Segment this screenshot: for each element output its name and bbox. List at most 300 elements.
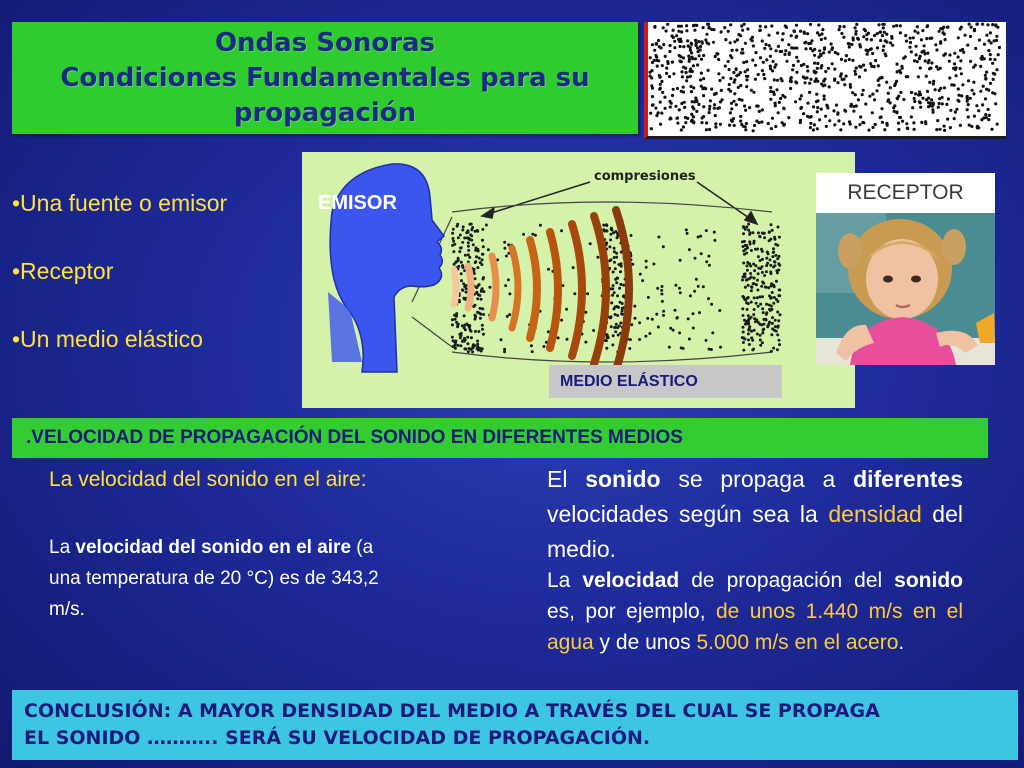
medium-dot bbox=[702, 285, 705, 288]
particle-dot bbox=[813, 54, 816, 57]
medium-dot bbox=[480, 298, 483, 301]
medium-dot bbox=[560, 229, 563, 232]
particle-dot bbox=[953, 52, 956, 55]
medium-dot bbox=[469, 233, 472, 236]
medium-dot bbox=[749, 243, 752, 246]
medium-dot bbox=[768, 308, 771, 311]
p2-d: y de unos bbox=[593, 631, 697, 654]
medium-dot bbox=[770, 305, 773, 308]
particle-dot bbox=[687, 55, 690, 58]
particle-dot bbox=[873, 34, 876, 37]
particle-dot bbox=[862, 89, 865, 92]
medium-dot bbox=[470, 336, 473, 339]
particle-dot bbox=[762, 61, 765, 64]
medium-dot bbox=[753, 240, 756, 243]
particle-dot bbox=[938, 30, 941, 33]
particle-dot bbox=[767, 122, 770, 125]
particle-dot bbox=[714, 114, 717, 117]
medium-dot bbox=[743, 298, 746, 301]
medium-dot bbox=[749, 277, 752, 280]
medium-dot bbox=[772, 247, 775, 250]
medium-dot bbox=[775, 269, 778, 272]
particle-dot bbox=[680, 25, 683, 28]
medium-dot bbox=[767, 252, 770, 255]
medium-dot bbox=[657, 236, 660, 239]
title-banner bbox=[12, 22, 638, 134]
medium-dot bbox=[466, 336, 469, 339]
medium-dot bbox=[742, 262, 745, 265]
medium-dot bbox=[779, 313, 782, 316]
particle-dot bbox=[679, 45, 682, 48]
medium-dot bbox=[679, 259, 682, 262]
particle-dot bbox=[699, 45, 702, 48]
particle-dot bbox=[941, 27, 944, 30]
medium-dot bbox=[462, 282, 465, 285]
particle-dot bbox=[809, 122, 812, 125]
particle-dot bbox=[906, 127, 909, 130]
particle-dot bbox=[666, 60, 669, 63]
particle-dot bbox=[909, 37, 912, 40]
particle-dot bbox=[688, 60, 691, 63]
particle-dot bbox=[904, 55, 907, 58]
medium-dot bbox=[547, 268, 550, 271]
medium-dot bbox=[472, 343, 475, 346]
medium-dot bbox=[647, 296, 650, 299]
medium-dot bbox=[711, 331, 714, 334]
particle-dot bbox=[973, 115, 976, 118]
particle-dot bbox=[729, 111, 732, 114]
medium-dot bbox=[472, 243, 475, 246]
particle-dot bbox=[730, 119, 733, 122]
medium-dot bbox=[680, 346, 683, 349]
particle-dot bbox=[744, 109, 747, 112]
particle-dot bbox=[707, 69, 710, 72]
medium-dot bbox=[774, 254, 777, 257]
particle-dot bbox=[789, 80, 792, 83]
medium-dot bbox=[746, 308, 749, 311]
particle-dot bbox=[967, 103, 970, 106]
particle-dot bbox=[953, 84, 956, 87]
medium-dot bbox=[672, 329, 675, 332]
particle-dot bbox=[694, 96, 697, 99]
medium-dot bbox=[610, 325, 613, 328]
receptor-label: RECEPTOR bbox=[816, 173, 995, 213]
particle-dot bbox=[668, 75, 671, 78]
medium-dot bbox=[454, 344, 457, 347]
particle-dot bbox=[990, 128, 993, 131]
particle-dot bbox=[654, 107, 657, 110]
medium-dot bbox=[750, 289, 753, 292]
particle-dot bbox=[708, 105, 711, 108]
medium-dot bbox=[765, 303, 768, 306]
particle-dot bbox=[728, 83, 731, 86]
particle-dot bbox=[904, 34, 907, 37]
medium-dot bbox=[742, 232, 745, 235]
medium-dot bbox=[745, 252, 748, 255]
medium-dot bbox=[465, 231, 468, 234]
particle-dot bbox=[714, 122, 717, 125]
medium-dot bbox=[463, 324, 466, 327]
medium-dot bbox=[573, 292, 576, 295]
particle-dot bbox=[909, 41, 912, 44]
medium-dot bbox=[451, 318, 454, 321]
particle-dot bbox=[954, 111, 957, 114]
particle-dot bbox=[919, 66, 922, 69]
particle-dot bbox=[676, 122, 679, 125]
medium-dot bbox=[750, 249, 753, 252]
particle-dot bbox=[853, 70, 856, 73]
particle-dot bbox=[752, 129, 755, 132]
medium-dot bbox=[742, 275, 745, 278]
medium-dot bbox=[452, 250, 455, 253]
particle-dot bbox=[782, 32, 785, 35]
medium-dot bbox=[460, 272, 463, 275]
particle-dot bbox=[765, 43, 768, 46]
particle-dot bbox=[974, 64, 977, 67]
medium-dot bbox=[467, 253, 470, 256]
medium-dot bbox=[747, 314, 750, 317]
particle-dot bbox=[820, 38, 823, 41]
particle-dot bbox=[754, 78, 757, 81]
medium-dot bbox=[748, 325, 751, 328]
particle-dot bbox=[969, 60, 972, 63]
particle-dot bbox=[790, 34, 793, 37]
particle-dot bbox=[806, 32, 809, 35]
particle-dot bbox=[930, 98, 933, 101]
particle-dot bbox=[977, 109, 980, 112]
particle-dot bbox=[947, 97, 950, 100]
particle-dot bbox=[752, 91, 755, 94]
medium-dot bbox=[455, 312, 458, 315]
particle-dot bbox=[864, 69, 867, 72]
particle-dot bbox=[855, 104, 858, 107]
particle-dot bbox=[804, 81, 807, 84]
particle-dot bbox=[777, 111, 780, 114]
medium-dot bbox=[610, 228, 613, 231]
particle-dot bbox=[745, 122, 748, 125]
medium-dot bbox=[758, 235, 761, 238]
particle-dot bbox=[795, 24, 798, 27]
medium-dot bbox=[763, 236, 766, 239]
particle-dot bbox=[887, 92, 890, 95]
medium-dot bbox=[772, 302, 775, 305]
medium-dot bbox=[481, 253, 484, 256]
medium-dot bbox=[466, 342, 469, 345]
particle-dot bbox=[956, 99, 959, 102]
title-line-3: propagación bbox=[233, 97, 417, 128]
particle-dot bbox=[897, 95, 900, 98]
particle-dot bbox=[876, 32, 879, 35]
medium-dot bbox=[475, 248, 478, 251]
medium-dot bbox=[674, 284, 677, 287]
medium-dot bbox=[761, 271, 764, 274]
conclusion-box bbox=[12, 690, 1018, 760]
particle-dot bbox=[925, 75, 928, 78]
particle-dot bbox=[930, 61, 933, 64]
medium-dot bbox=[451, 336, 454, 339]
medium-dot bbox=[770, 350, 773, 353]
medium-dot bbox=[678, 331, 681, 334]
particle-dot bbox=[932, 111, 935, 114]
medium-dot bbox=[741, 240, 744, 243]
particle-dot bbox=[854, 93, 857, 96]
particle-dot bbox=[823, 78, 826, 81]
particle-dot bbox=[973, 28, 976, 31]
particle-dot bbox=[842, 36, 845, 39]
p2-sonido: sonido bbox=[894, 569, 963, 592]
particle-dot bbox=[912, 36, 915, 39]
particle-dot bbox=[701, 116, 704, 119]
particle-dot bbox=[926, 90, 929, 93]
particle-dot bbox=[839, 128, 842, 131]
particle-dot bbox=[669, 44, 672, 47]
particle-dot bbox=[741, 48, 744, 51]
particle-dot bbox=[775, 88, 778, 91]
medium-dot bbox=[461, 241, 464, 244]
medium-dot bbox=[710, 303, 713, 306]
particle-dot bbox=[784, 49, 787, 52]
particle-dot bbox=[856, 37, 859, 40]
medium-dot bbox=[471, 350, 474, 353]
particle-dot bbox=[795, 47, 798, 50]
particle-dot bbox=[994, 102, 997, 105]
particle-dot bbox=[783, 53, 786, 56]
particle-dot bbox=[714, 55, 717, 58]
medium-dot bbox=[778, 236, 781, 239]
particle-dot bbox=[899, 71, 902, 74]
particle-dot bbox=[895, 110, 898, 113]
particle-dot bbox=[886, 124, 889, 127]
medium-dot bbox=[456, 344, 459, 347]
particle-dot bbox=[686, 39, 689, 42]
medium-dot bbox=[557, 336, 560, 339]
medium-dot bbox=[611, 343, 614, 346]
p1-densidad: densidad bbox=[828, 501, 922, 527]
medium-dot bbox=[753, 282, 756, 285]
child-illustration bbox=[816, 213, 995, 365]
medium-dot bbox=[613, 261, 616, 264]
particle-dot bbox=[824, 37, 827, 40]
medium-dot bbox=[461, 229, 464, 232]
particle-dot bbox=[699, 78, 702, 81]
medium-dot bbox=[605, 229, 608, 232]
particle-dot bbox=[843, 109, 846, 112]
particle-dot bbox=[910, 50, 913, 53]
particle-dot bbox=[840, 32, 843, 35]
particle-dot bbox=[961, 83, 964, 86]
particle-dot bbox=[881, 23, 884, 26]
medium-dot bbox=[611, 294, 614, 297]
particle-dot bbox=[840, 72, 843, 75]
p2-acero: 5.000 m/s en el acero bbox=[696, 631, 899, 654]
medium-dot bbox=[456, 223, 459, 226]
medium-dot bbox=[503, 350, 506, 353]
medium-dot bbox=[770, 223, 773, 226]
particle-dot bbox=[670, 34, 673, 37]
particle-dot bbox=[653, 26, 656, 29]
medium-dot bbox=[451, 244, 454, 247]
medium-dot bbox=[460, 246, 463, 249]
particle-dot bbox=[799, 121, 802, 124]
particle-dot bbox=[701, 42, 704, 45]
medium-dot bbox=[454, 341, 457, 344]
particle-dot bbox=[659, 101, 662, 104]
particle-dot bbox=[916, 31, 919, 34]
particle-dot bbox=[690, 120, 693, 123]
particle-dot bbox=[984, 97, 987, 100]
medium-dot bbox=[605, 339, 608, 342]
particle-dot bbox=[862, 64, 865, 67]
particle-dot bbox=[927, 105, 930, 108]
particle-dot bbox=[732, 100, 735, 103]
particle-dot bbox=[665, 72, 668, 75]
particle-dot bbox=[759, 25, 762, 28]
medium-dot bbox=[610, 315, 613, 318]
particle-dot bbox=[895, 24, 898, 27]
particle-dot bbox=[714, 126, 717, 129]
particle-dot bbox=[889, 86, 892, 89]
particle-dot bbox=[683, 106, 686, 109]
medium-dot bbox=[572, 266, 575, 269]
p2-c: es, por ejemplo, bbox=[547, 600, 716, 623]
medium-dot bbox=[695, 278, 698, 281]
particle-dot bbox=[685, 24, 688, 27]
particle-dot bbox=[744, 128, 747, 131]
particle-dot bbox=[773, 78, 776, 81]
particle-dot bbox=[987, 118, 990, 121]
particle-dot bbox=[969, 97, 972, 100]
particle-dot bbox=[881, 76, 884, 79]
medium-dot bbox=[771, 229, 774, 232]
density-paragraph bbox=[547, 462, 963, 567]
particle-dot bbox=[769, 86, 772, 89]
particle-dot bbox=[987, 49, 990, 52]
medium-dot bbox=[713, 239, 716, 242]
medium-dot bbox=[661, 300, 664, 303]
particle-dot bbox=[845, 75, 848, 78]
particle-dot bbox=[735, 74, 738, 77]
particle-dot bbox=[996, 123, 999, 126]
particle-dot bbox=[727, 88, 730, 91]
particle-dot bbox=[693, 29, 696, 32]
particle-dot bbox=[731, 49, 734, 52]
particle-dot bbox=[816, 99, 819, 102]
particle-dot bbox=[851, 91, 854, 94]
medium-dot bbox=[687, 317, 690, 320]
medium-dot bbox=[478, 312, 481, 315]
particle-dot bbox=[768, 44, 771, 47]
medium-dot bbox=[768, 239, 771, 242]
particle-dot bbox=[746, 27, 749, 30]
medium-dot bbox=[759, 259, 762, 262]
medium-dot bbox=[534, 234, 537, 237]
medium-dot bbox=[481, 328, 484, 331]
particle-dot bbox=[861, 93, 864, 96]
particle-dot bbox=[677, 30, 680, 33]
medium-dot bbox=[589, 242, 592, 245]
particle-dot bbox=[849, 123, 852, 126]
medium-dot bbox=[756, 333, 759, 336]
particle-dot bbox=[735, 103, 738, 106]
particle-dot bbox=[779, 97, 782, 100]
particle-dot bbox=[708, 128, 711, 131]
medium-dot bbox=[614, 278, 617, 281]
medium-dot bbox=[775, 280, 778, 283]
particle-dot bbox=[900, 65, 903, 68]
particle-dot bbox=[921, 29, 924, 32]
medium-dot bbox=[697, 285, 700, 288]
particle-dot bbox=[892, 25, 895, 28]
particle-dot bbox=[669, 105, 672, 108]
medium-dot bbox=[769, 264, 772, 267]
particle-dot bbox=[972, 81, 975, 84]
medium-dot bbox=[761, 341, 764, 344]
particle-dot bbox=[885, 81, 888, 84]
air-body-post: (a una temperatura de 20 °C) es de 343,2 m/s. bbox=[49, 537, 379, 620]
particle-dot bbox=[921, 97, 924, 100]
medium-dot bbox=[755, 318, 758, 321]
particle-dot bbox=[870, 38, 873, 41]
particle-dot bbox=[795, 56, 798, 59]
medium-dot bbox=[764, 318, 767, 321]
particle-dot bbox=[871, 93, 874, 96]
particle-dot bbox=[937, 106, 940, 109]
particle-dot bbox=[843, 83, 846, 86]
medium-dot bbox=[468, 326, 471, 329]
particle-dot bbox=[707, 23, 710, 26]
particle-dot bbox=[738, 98, 741, 101]
particle-dot bbox=[662, 26, 665, 29]
medium-dot bbox=[769, 258, 772, 261]
particle-dot bbox=[733, 81, 736, 84]
medium-dot bbox=[719, 346, 722, 349]
particle-dot bbox=[944, 52, 947, 55]
particle-dot bbox=[754, 51, 757, 54]
particle-dot bbox=[815, 93, 818, 96]
medium-dot bbox=[474, 316, 477, 319]
medium-dot bbox=[747, 339, 750, 342]
p1-d: del medio. bbox=[547, 501, 963, 562]
particle-dot bbox=[744, 125, 747, 128]
particle-dot bbox=[809, 126, 812, 129]
particle-dot bbox=[686, 117, 689, 120]
particle-dot bbox=[935, 65, 938, 68]
medium-dot bbox=[480, 290, 483, 293]
particle-dot bbox=[823, 98, 826, 101]
particle-dot bbox=[660, 80, 663, 83]
air-velocity-body bbox=[49, 532, 409, 625]
particle-dot bbox=[675, 117, 678, 120]
medium-dot bbox=[467, 237, 470, 240]
particle-dot bbox=[986, 23, 989, 26]
particle-dot bbox=[659, 46, 662, 49]
particle-dot bbox=[975, 104, 978, 107]
particle-dot bbox=[993, 39, 996, 42]
particle-dot bbox=[689, 46, 692, 49]
medium-dot bbox=[689, 294, 692, 297]
particle-dot bbox=[692, 115, 695, 118]
particle-dot bbox=[885, 33, 888, 36]
medium-dot bbox=[467, 241, 470, 244]
particle-dot bbox=[787, 43, 790, 46]
medium-dot bbox=[596, 256, 599, 259]
particle-dot bbox=[931, 105, 934, 108]
particle-dot bbox=[849, 83, 852, 86]
medium-dot bbox=[474, 260, 477, 263]
particle-dot bbox=[877, 23, 880, 26]
medium-dot bbox=[481, 307, 484, 310]
particle-dot bbox=[661, 91, 664, 94]
